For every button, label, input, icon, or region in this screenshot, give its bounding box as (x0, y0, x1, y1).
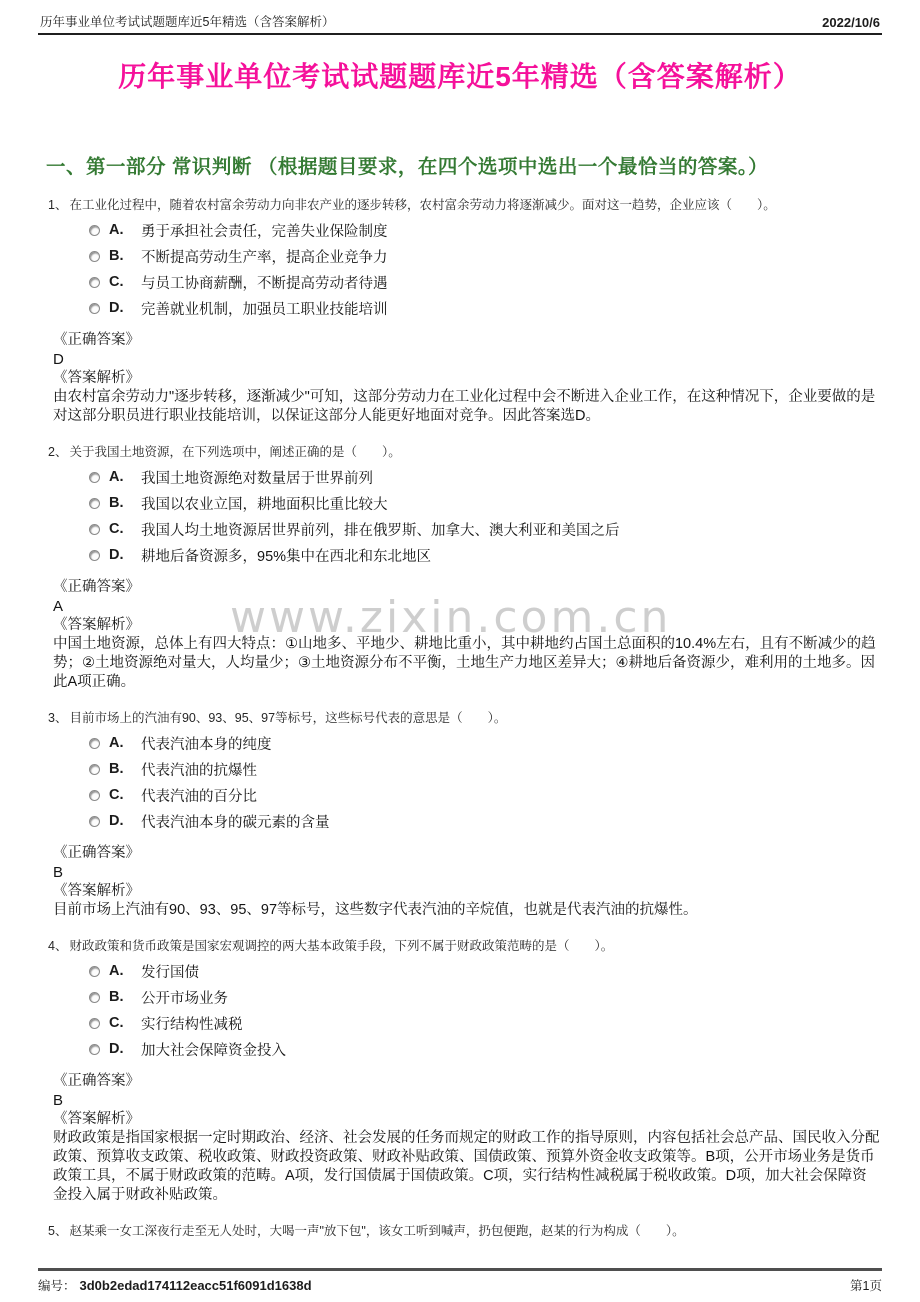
question-number: 5、 (48, 1223, 68, 1238)
question-text (48, 444, 880, 461)
question-text (48, 938, 880, 955)
correct-answer-label: 《正确答案》 (53, 1072, 140, 1089)
options-list (89, 469, 880, 564)
questions-container (0, 197, 920, 1239)
options-list (89, 735, 880, 830)
question-text (48, 710, 880, 727)
question-body: 财政政策和货币政策是国家宏观调控的两大基本政策手段，下列不属于财政政策范畴的是（ ）。 (69, 938, 614, 953)
analysis-label: 《答案解析》 (53, 369, 140, 386)
radio-button-icon[interactable] (89, 472, 100, 483)
option-row[interactable] (89, 787, 880, 804)
option-letter: B. (109, 989, 124, 1005)
radio-button-icon[interactable] (89, 738, 100, 749)
question-block (40, 938, 880, 1205)
question-body: 在工业化过程中，随着农村富余劳动力向非农产业的逐步转移，农村富余劳动力将逐渐减少。面对这一趋势，企业应该（ ）。 (69, 198, 776, 212)
question-block (40, 444, 880, 692)
question-text (48, 1223, 880, 1240)
question-body: 关于我国土地资源，在下列选项中，阐述正确的是（ ）。 (69, 444, 401, 459)
option-label: 发行国债 (141, 964, 199, 981)
option-row[interactable] (89, 963, 880, 980)
answer-block (53, 844, 880, 920)
option-row[interactable] (89, 1015, 880, 1032)
option-letter: A. (109, 469, 124, 486)
option-label: 耕地后备资源多，95%集中在西北和东北地区 (141, 548, 432, 565)
option-row[interactable] (89, 469, 880, 486)
option-row[interactable] (89, 222, 880, 239)
doc-number-value: 3d0b2edad174112eacc51f6091d1638d (79, 1278, 312, 1293)
correct-answer-value: D (53, 350, 64, 368)
option-letter: B. (109, 248, 124, 265)
question-text (48, 197, 880, 214)
option-letter: C. (109, 274, 124, 291)
option-letter: C. (109, 1015, 124, 1031)
option-label: 实行结构性减税 (141, 1016, 243, 1033)
option-label: 我国以农业立国，耕地面积比重比较大 (141, 496, 388, 513)
analysis-label: 《答案解析》 (53, 616, 140, 633)
radio-button-icon[interactable] (89, 816, 100, 827)
radio-button-icon[interactable] (89, 251, 100, 262)
page-footer (38, 1268, 882, 1294)
question-block (40, 1223, 880, 1240)
question-number: 4、 (48, 938, 68, 953)
option-letter: D. (109, 1041, 124, 1057)
question-block (40, 197, 880, 426)
header-title: 历年事业单位考试试题题库近5年精选（含答案解析） (40, 15, 335, 29)
radio-button-icon[interactable] (89, 1044, 100, 1055)
page-header (38, 0, 882, 35)
question-number: 1、 (48, 198, 68, 212)
correct-answer-label: 《正确答案》 (53, 578, 140, 595)
option-letter: B. (109, 761, 124, 778)
analysis-label: 《答案解析》 (53, 882, 140, 899)
option-label: 代表汽油的抗爆性 (141, 762, 257, 779)
option-letter: A. (109, 222, 124, 239)
options-list (89, 222, 880, 317)
option-label: 代表汽油本身的纯度 (141, 736, 272, 753)
option-letter: D. (109, 300, 124, 317)
option-label: 完善就业机制，加强员工职业技能培训 (141, 301, 388, 318)
section-heading: 一、第一部分 常识判断 （根据题目要求，在四个选项中选出一个最恰当的答案。） (46, 156, 769, 178)
option-letter: B. (109, 495, 124, 512)
document-title: 历年事业单位考试试题题库近5年精选（含答案解析） (118, 61, 802, 92)
radio-button-icon[interactable] (89, 277, 100, 288)
correct-answer-value: B (53, 1091, 64, 1109)
option-letter: D. (109, 813, 124, 830)
option-label: 加大社会保障资金投入 (141, 1042, 286, 1059)
option-letter: C. (109, 521, 124, 538)
radio-button-icon[interactable] (89, 524, 100, 535)
question-body: 目前市场上的汽油有90、93、95、97等标号，这些标号代表的意思是（ ）。 (69, 710, 507, 725)
option-label: 公开市场业务 (141, 990, 228, 1007)
radio-button-icon[interactable] (89, 966, 100, 977)
doc-number-label: 编号： (38, 1279, 76, 1293)
radio-button-icon[interactable] (89, 303, 100, 314)
correct-answer-value: B (53, 863, 64, 881)
correct-answer-label: 《正确答案》 (53, 844, 140, 861)
option-row[interactable] (89, 547, 880, 564)
question-block (40, 710, 880, 920)
option-row[interactable] (89, 761, 880, 778)
radio-button-icon[interactable] (89, 992, 100, 1003)
option-row[interactable] (89, 495, 880, 512)
question-body: 赵某乘一女工深夜行走至无人处时，大喝一声"放下包"，该女工听到喊声，扔包便跑，赵某的行为构成（ ）。 (69, 1223, 685, 1238)
option-label: 代表汽油本身的碳元素的含量 (141, 814, 330, 831)
radio-button-icon[interactable] (89, 498, 100, 509)
radio-button-icon[interactable] (89, 764, 100, 775)
question-number: 3、 (48, 710, 68, 725)
options-list (89, 963, 880, 1058)
header-date: 2022/10/6 (822, 15, 880, 30)
correct-answer-label: 《正确答案》 (53, 331, 140, 348)
analysis-text: 由农村富余劳动力"逐步转移，逐渐减少"可知，这部分劳动力在工业化过程中会不断进入企业工作，在这种情况下，企业要做的是对这部分职员进行职业技能培训，以保证这部分人能更好地面对竞争。因此答案选D。 (53, 388, 876, 424)
answer-block (53, 578, 880, 692)
option-row[interactable] (89, 300, 880, 317)
option-label: 我国土地资源绝对数量居于世界前列 (141, 470, 373, 487)
radio-button-icon[interactable] (89, 790, 100, 801)
option-row[interactable] (89, 813, 880, 830)
option-label: 代表汽油的百分比 (141, 788, 257, 805)
question-number: 2、 (48, 444, 68, 459)
option-row[interactable] (89, 735, 880, 752)
answer-block (53, 331, 880, 426)
option-label: 我国人均土地资源居世界前列，排在俄罗斯、加拿大、澳大利亚和美国之后 (141, 522, 620, 539)
answer-block (53, 1072, 880, 1205)
option-label: 勇于承担社会责任，完善失业保险制度 (141, 223, 388, 240)
option-row[interactable] (89, 274, 880, 291)
analysis-text: 中国土地资源，总体上有四大特点：①山地多、平地少、耕地比重小，其中耕地约占国土总面积的10.4%左右，且有不断减少的趋势；②土地资源绝对量大，人均量少；③土地资源分布不平衡，土地生产力地区差异大；④耕地后备资源少，难利用的土地多。因此A项正确。 (53, 635, 876, 690)
watermark-text: www.zixin.com.cn (230, 592, 672, 643)
analysis-text: 目前市场上汽油有90、93、95、97等标号，这些数字代表汽油的辛烷值，也就是代表汽油的抗爆性。 (53, 901, 698, 918)
option-row[interactable] (89, 1041, 880, 1058)
radio-button-icon[interactable] (89, 550, 100, 561)
analysis-text: 财政政策是指国家根据一定时期政治、经济、社会发展的任务而规定的财政工作的指导原则，内容包括社会总产品、国民收入分配政策、预算收支政策、税收政策、财政投资政策、财政补贴政策、国债政策、预算外资金收支政策等。B项，公开市场业务是货币政策工具，不属于财政政策的范畴。A项，发行国债属于国债政策。C项，实行结构性减税属于税收政策。D项，加大社会保障资金投入属于财政补贴政策。 (53, 1129, 880, 1203)
page-number: 第1页 (850, 1279, 882, 1293)
analysis-label: 《答案解析》 (53, 1110, 140, 1127)
option-label: 不断提高劳动生产率，提高企业竞争力 (141, 249, 388, 266)
option-letter: A. (109, 735, 124, 752)
option-row[interactable] (89, 989, 880, 1006)
option-letter: D. (109, 547, 124, 564)
option-row[interactable] (89, 248, 880, 265)
option-row[interactable] (89, 521, 880, 538)
option-label: 与员工协商薪酬，不断提高劳动者待遇 (141, 275, 388, 292)
correct-answer-value: A (53, 597, 64, 615)
radio-button-icon[interactable] (89, 225, 100, 236)
radio-button-icon[interactable] (89, 1018, 100, 1029)
doc-number (38, 1276, 312, 1294)
option-letter: C. (109, 787, 124, 804)
option-letter: A. (109, 963, 124, 979)
